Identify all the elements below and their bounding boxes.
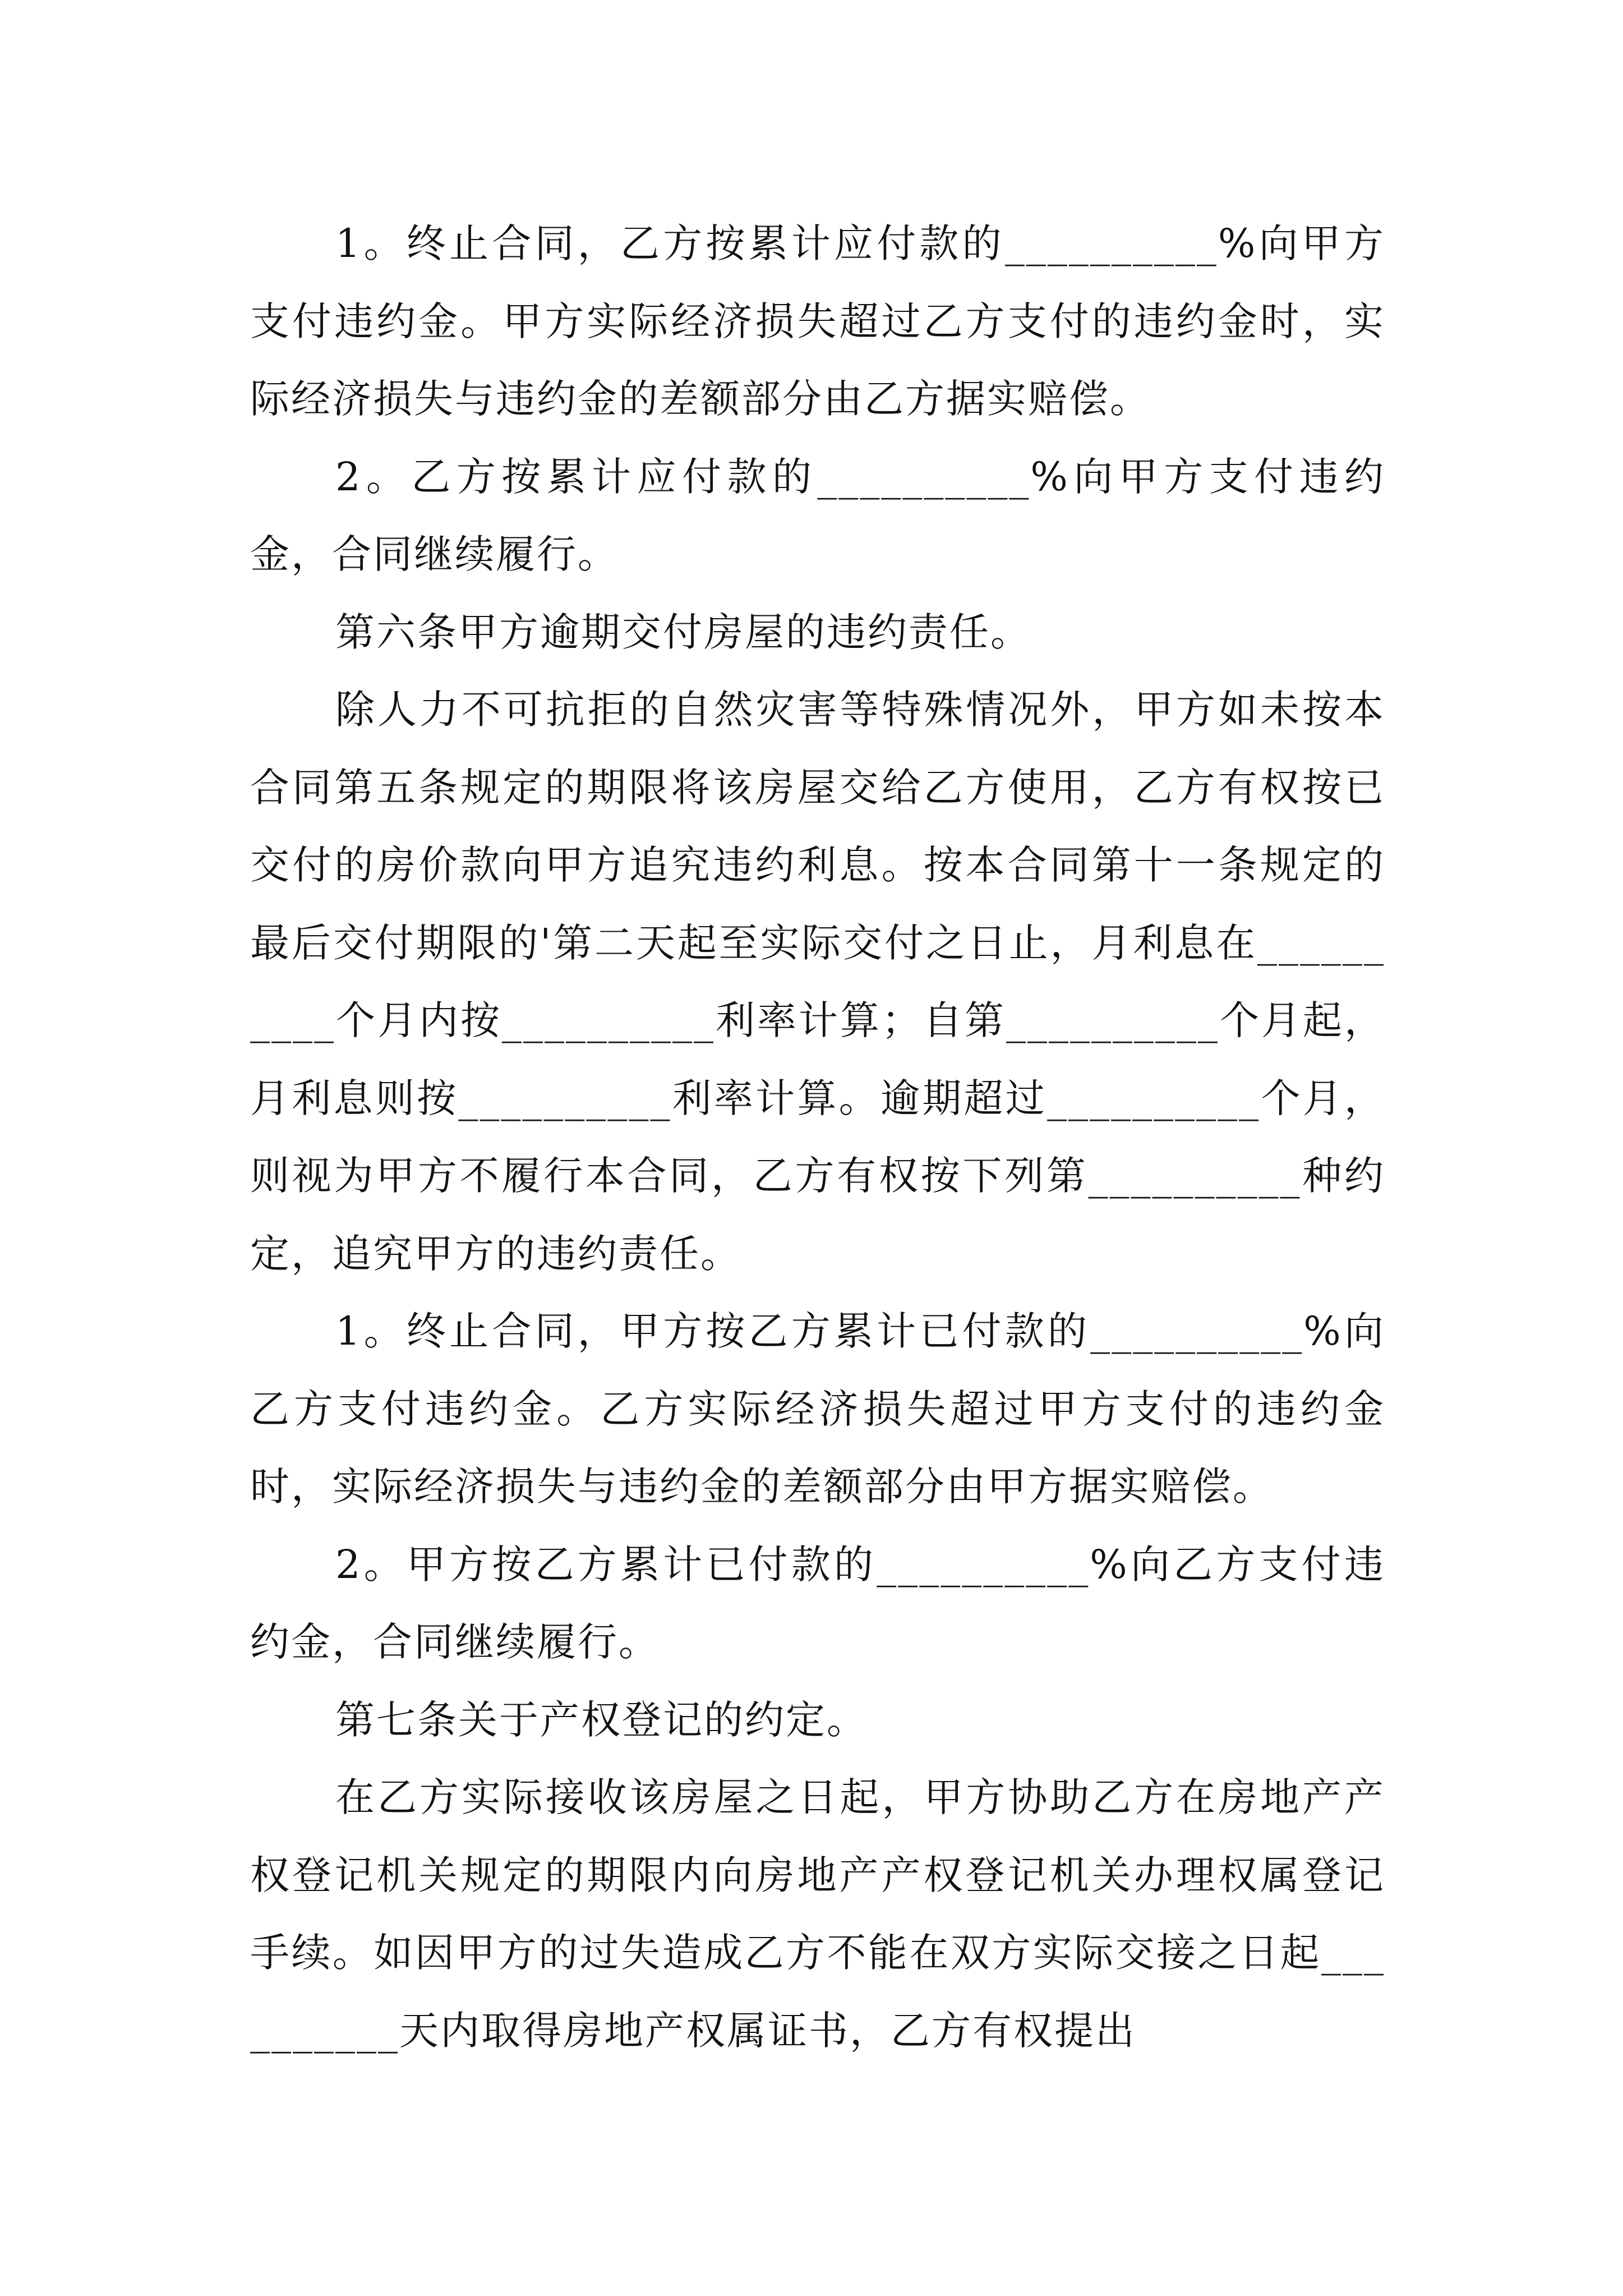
- heading-article-7: 第七条关于产权登记的约定。: [335, 1696, 868, 1743]
- paragraph-termination-payment-seller: 1。终止合同，甲方按乙方累计已付款的__________%向乙方支付违约金。乙方实际经济损失超过甲方支付的违约金时，实际经济损失与违约金的差额部分由甲方据实赔偿。: [250, 1308, 1385, 1510]
- paragraph-article-6-body: 除人力不可抗拒的自然灾害等特殊情况外，甲方如未按本合同第五条规定的期限将该房屋交给乙方使用，乙方有权按已交付的房价款向甲方追究违约利息。按本合同第十一条规定的最后交付期限的'第二天起至实际交付之日止，月利息在__________个月内按__________利率计算；自第__________个月起，月利息则按__________利率计算。逾期超过__________个月，则视为甲方不履行本合同，乙方有权按下列第__________种约定，追究甲方的违约责任。: [250, 687, 1385, 1277]
- paragraph-article-7-body: 在乙方实际接收该房屋之日起，甲方协助乙方在房地产产权登记机关规定的期限内向房地产产权登记机关办理权属登记手续。如因甲方的过失造成乙方不能在双方实际交接之日起__________天内取得房地产权属证书，乙方有权提出: [250, 1774, 1385, 2054]
- contract-text: [250, 205, 1385, 2069]
- heading-article-6: 第六条甲方逾期交付房屋的违约责任。: [335, 609, 1031, 655]
- paragraph-continue-payment-buyer: 2。乙方按累计应付款的__________%向甲方支付违约金，合同继续履行。: [250, 453, 1385, 577]
- paragraph-termination-payment-buyer: 1。终止合同，乙方按累计应付款的__________%向甲方支付违约金。甲方实际经济损失超过乙方支付的违约金时，实际经济损失与违约金的差额部分由乙方据实赔偿。: [250, 220, 1385, 422]
- paragraph-continue-payment-seller: 2。甲方按乙方累计已付款的__________%向乙方支付违约金，合同继续履行。: [250, 1541, 1385, 1665]
